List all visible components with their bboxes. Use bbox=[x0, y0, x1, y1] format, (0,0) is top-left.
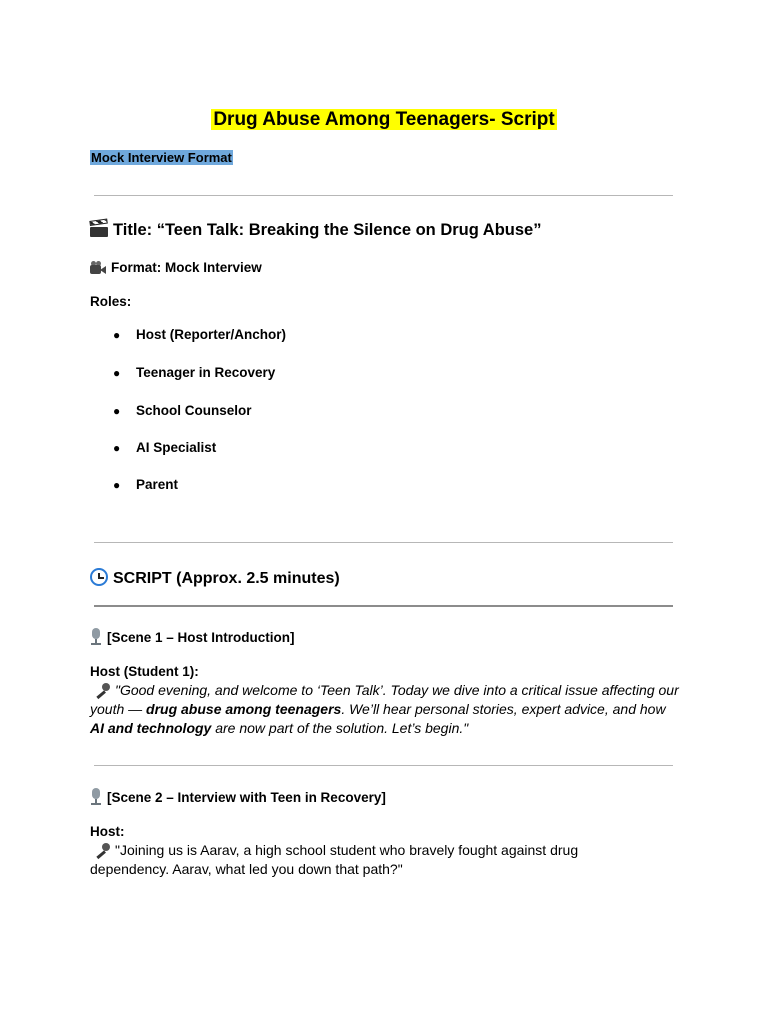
script-heading: SCRIPT (Approx. 2.5 minutes) bbox=[90, 568, 340, 589]
show-title-heading: Title: “Teen Talk: Breaking the Silence on Drug Abuse” bbox=[90, 220, 541, 240]
studio-microphone-icon bbox=[90, 628, 102, 645]
document-page: Drug Abuse Among Teenagers- Script Mock Interview Format Title: “Teen Talk: Breaking the Silence on Drug Abuse” Format: Mock Interview Roles: ● Host (Reporter/Anchor) ● Teenager in Recovery ● School Counselor ● AI Specialist ● Parent SCRIPT (Approx. 2.5 minutes) [Scene 1 – Host Introduction] Host (Student 1): "Good evening, and welcome to ‘Teen Talk’. Today we dive into a critical issue affecting our youth — drug abuse among teenagers. We’ll hear personal stories, expert advice, and how AI and technology are now part of the solution. Let’s begin." [Scene 2 – Interview with Teen in Recovery] Host: "Joining us is Aarav, a high school student who bravely fought against drug dependency. Aarav, what led you down that path?" bbox=[0, 0, 768, 1024]
document-subtitle: Mock Interview Format bbox=[91, 150, 232, 165]
scene2-speaker: Host: bbox=[90, 824, 125, 839]
divider bbox=[94, 195, 673, 196]
movie-camera-icon bbox=[90, 262, 106, 274]
clock-icon bbox=[90, 568, 108, 586]
bullet: ● bbox=[113, 328, 121, 342]
divider bbox=[94, 542, 673, 543]
microphone-icon bbox=[94, 843, 110, 857]
bullet: ● bbox=[113, 441, 121, 455]
clapperboard-icon bbox=[90, 221, 108, 237]
bullet: ● bbox=[113, 478, 121, 492]
bullet: ● bbox=[113, 404, 121, 418]
scene1-heading: [Scene 1 – Host Introduction] bbox=[90, 628, 295, 647]
studio-microphone-icon bbox=[90, 788, 102, 805]
bullet: ● bbox=[113, 366, 121, 380]
roles-heading: Roles: bbox=[90, 294, 132, 309]
divider bbox=[94, 765, 673, 766]
scene1-speaker: Host (Student 1): bbox=[90, 664, 199, 679]
scene1-quote: "Good evening, and welcome to ‘Teen Talk’. Today we dive into a critical issue affecting our youth — drug abuse among teenagers. We’ll hear personal stories, expert advice, and how AI and technology are now part of the solution. Let’s begin." bbox=[90, 682, 679, 736]
scene2-quote: "Joining us is Aarav, a high school student who bravely fought against drug dependency. Aarav, what led you down that path?" bbox=[90, 842, 579, 877]
document-title: Drug Abuse Among Teenagers- Script bbox=[213, 109, 555, 130]
scene2-heading: [Scene 2 – Interview with Teen in Recovery] bbox=[90, 788, 386, 807]
microphone-icon bbox=[94, 683, 110, 697]
format-line: Format: Mock Interview bbox=[90, 258, 262, 277]
divider bbox=[94, 605, 673, 607]
